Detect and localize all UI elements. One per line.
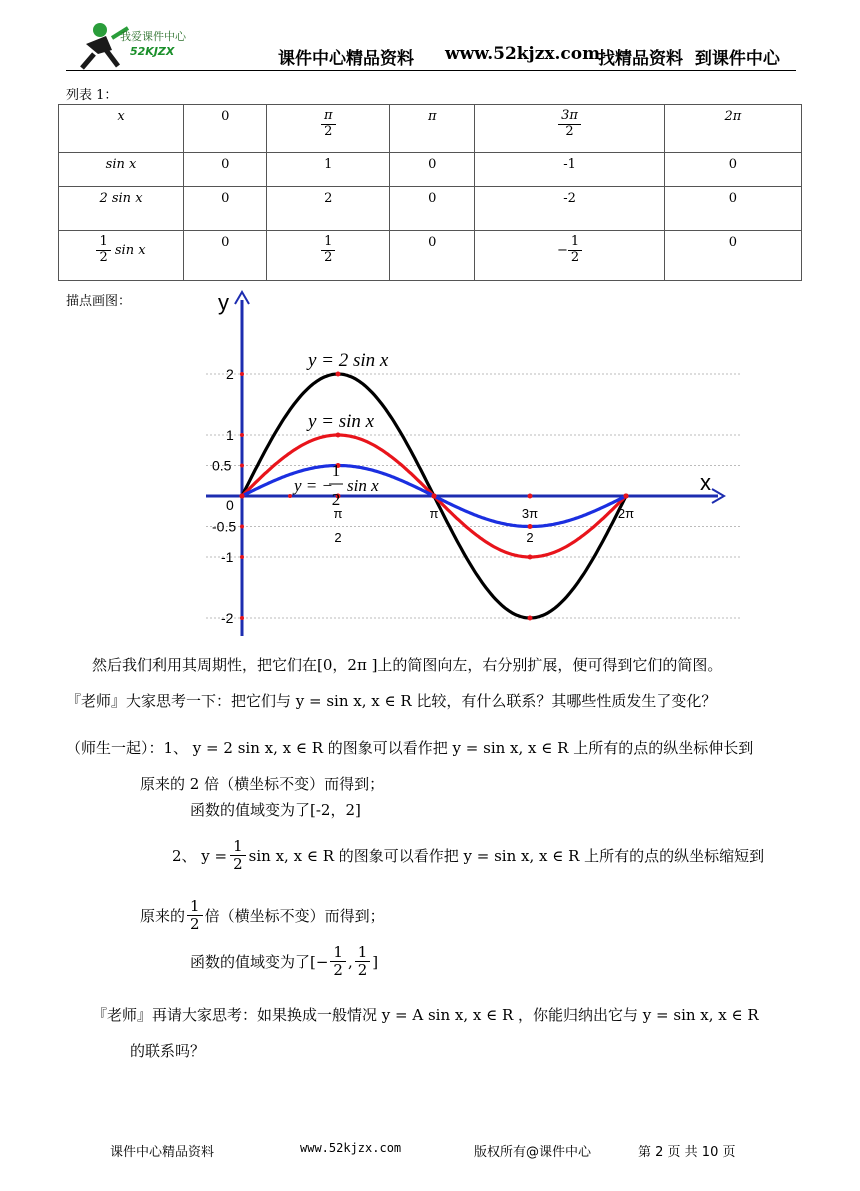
- paragraph-10: 的联系吗？: [130, 1042, 206, 1060]
- x-tick-label: 2π: [617, 506, 635, 521]
- table-cell: $\frac{\pi}{2}$: [267, 105, 390, 153]
- row-label-sinx: sin x: [59, 153, 184, 187]
- y-tick-label: 1: [226, 427, 234, 443]
- paragraph-7: 原来的 $\frac{1}{2}$ 倍（横坐标不变）而得到；: [140, 897, 385, 934]
- data-point: [528, 524, 533, 529]
- table-cell: $\frac{3\pi}{2}$: [475, 105, 665, 153]
- header-title: 课件中心精品资料: [278, 49, 414, 69]
- paragraph-1: 然后我们利用其周期性，把它们在[0，2π ]上的简图向左，右分别扩展，便可得到它们的简图。: [92, 656, 723, 674]
- x-axis-label: x: [700, 470, 711, 495]
- y-tick-mark: [240, 464, 244, 468]
- table-cell: 0: [184, 187, 267, 231]
- footer-rights: 版权所有@课件中心: [474, 1145, 592, 1160]
- x-tick-mark: [288, 494, 292, 498]
- table-cell: 0: [184, 105, 267, 153]
- header-url: www.52kjzx.com: [445, 44, 601, 64]
- table-cell: 2π: [664, 105, 801, 153]
- table-cell: π: [390, 105, 475, 153]
- row-label-2sinx: 2 sin x: [59, 187, 184, 231]
- paragraph-8: 函数的值域变为了[− $\frac{1}{2}$ , $\frac{1}{2}$ ]: [190, 943, 379, 980]
- table-cell: 0: [390, 153, 475, 187]
- y-tick-mark: [240, 525, 244, 529]
- paragraph-3: （师生一起）：1、 y = 2 sin x, x ∈ R 的图象可以看作把 y = sin x, x ∈ R 上所有的点的纵坐标伸长到: [66, 739, 754, 757]
- y-tick-label: -1: [221, 549, 234, 565]
- table-cell: -1: [475, 153, 665, 187]
- table-cell: 0: [184, 153, 267, 187]
- label-halfsinx-post: sin x: [347, 476, 379, 495]
- x-tick-label: π: [429, 506, 439, 521]
- data-point: [528, 616, 533, 621]
- paragraph-6: 2、 y = $\frac{1}{2}$ sin x, x ∈ R 的图象可以看作把 y = sin x, x ∈ R 上所有的点的纵坐标缩短到: [172, 837, 765, 874]
- table-cell: 0: [664, 153, 801, 187]
- paragraph-2: 『老师』大家思考一下：把它们与 y = sin x, x ∈ R 比较，有什么联系？其哪些性质发生了变化？: [66, 692, 717, 710]
- table-cell: 0: [664, 187, 801, 231]
- label-halfsinx-den: 2: [331, 490, 341, 509]
- data-point: [240, 494, 245, 499]
- x-tick-sublabel: 2: [526, 530, 534, 545]
- table-cell: $\frac{1}{2}$: [267, 231, 390, 281]
- y-tick-label: -2: [221, 610, 234, 626]
- label-sinx: y = sin x: [308, 411, 375, 432]
- data-point: [336, 372, 341, 377]
- logo-text-en: 52KJZX: [130, 45, 175, 58]
- footer-url: www.52kjzx.com: [300, 1141, 402, 1155]
- table-cell: 1: [267, 153, 390, 187]
- table-label: 列表 1：: [66, 88, 118, 103]
- y-tick-label: 0: [226, 497, 234, 513]
- y-tick-label: 2: [226, 366, 234, 382]
- x-tick-sublabel: 2: [334, 530, 342, 545]
- footer-title: 课件中心精品资料: [110, 1145, 215, 1160]
- footer-page: 第 2 页 共 10 页: [638, 1145, 736, 1160]
- row-label-halfsinx: $\frac{1}{2}$ sin x: [59, 231, 184, 281]
- table-cell: 2: [267, 187, 390, 231]
- logo-text-cn: 我爱课件中心: [120, 30, 186, 43]
- header-slogan: 找精品资料 到课件中心: [598, 49, 780, 69]
- data-point: [432, 494, 437, 499]
- paragraph-9: 『老师』再请大家思考：如果换成一般情况 y = A sin x, x ∈ R ，你能归纳出它与 y = sin x, x ∈ R: [92, 1006, 759, 1024]
- table-cell: 0: [184, 231, 267, 281]
- y-axis-label: y: [218, 290, 229, 315]
- y-tick-mark: [240, 555, 244, 559]
- y-tick-mark: [240, 616, 244, 620]
- label-2sinx: y = 2 sin x: [308, 350, 389, 371]
- table-cell: 0: [664, 231, 801, 281]
- data-point: [336, 433, 341, 438]
- y-tick-mark: [240, 372, 244, 376]
- paragraph-5: 函数的值域变为了[-2，2]: [190, 801, 361, 819]
- x-tick-label: 3π: [521, 506, 539, 521]
- table-cell: − $\frac{1}{2}$: [475, 231, 665, 281]
- label-halfsinx-num: 1: [331, 461, 341, 480]
- y-tick-label: 0.5: [212, 457, 232, 474]
- paragraph-4: 原来的 2 倍（横坐标不变）而得到；: [140, 775, 385, 793]
- plot-label: 描点画图：: [66, 294, 132, 309]
- data-point: [528, 555, 533, 560]
- table-cell: 0: [390, 187, 475, 231]
- table-cell: 0: [390, 231, 475, 281]
- label-halfsinx-pre: y = −: [294, 476, 333, 495]
- x-tick-mark: [528, 494, 533, 499]
- data-point: [624, 494, 629, 499]
- x-tick-label: π: [333, 506, 343, 521]
- y-tick-label: -0.5: [212, 518, 237, 535]
- y-tick-mark: [240, 433, 244, 437]
- table-cell: -2: [475, 187, 665, 231]
- row-label-x: x: [59, 105, 184, 153]
